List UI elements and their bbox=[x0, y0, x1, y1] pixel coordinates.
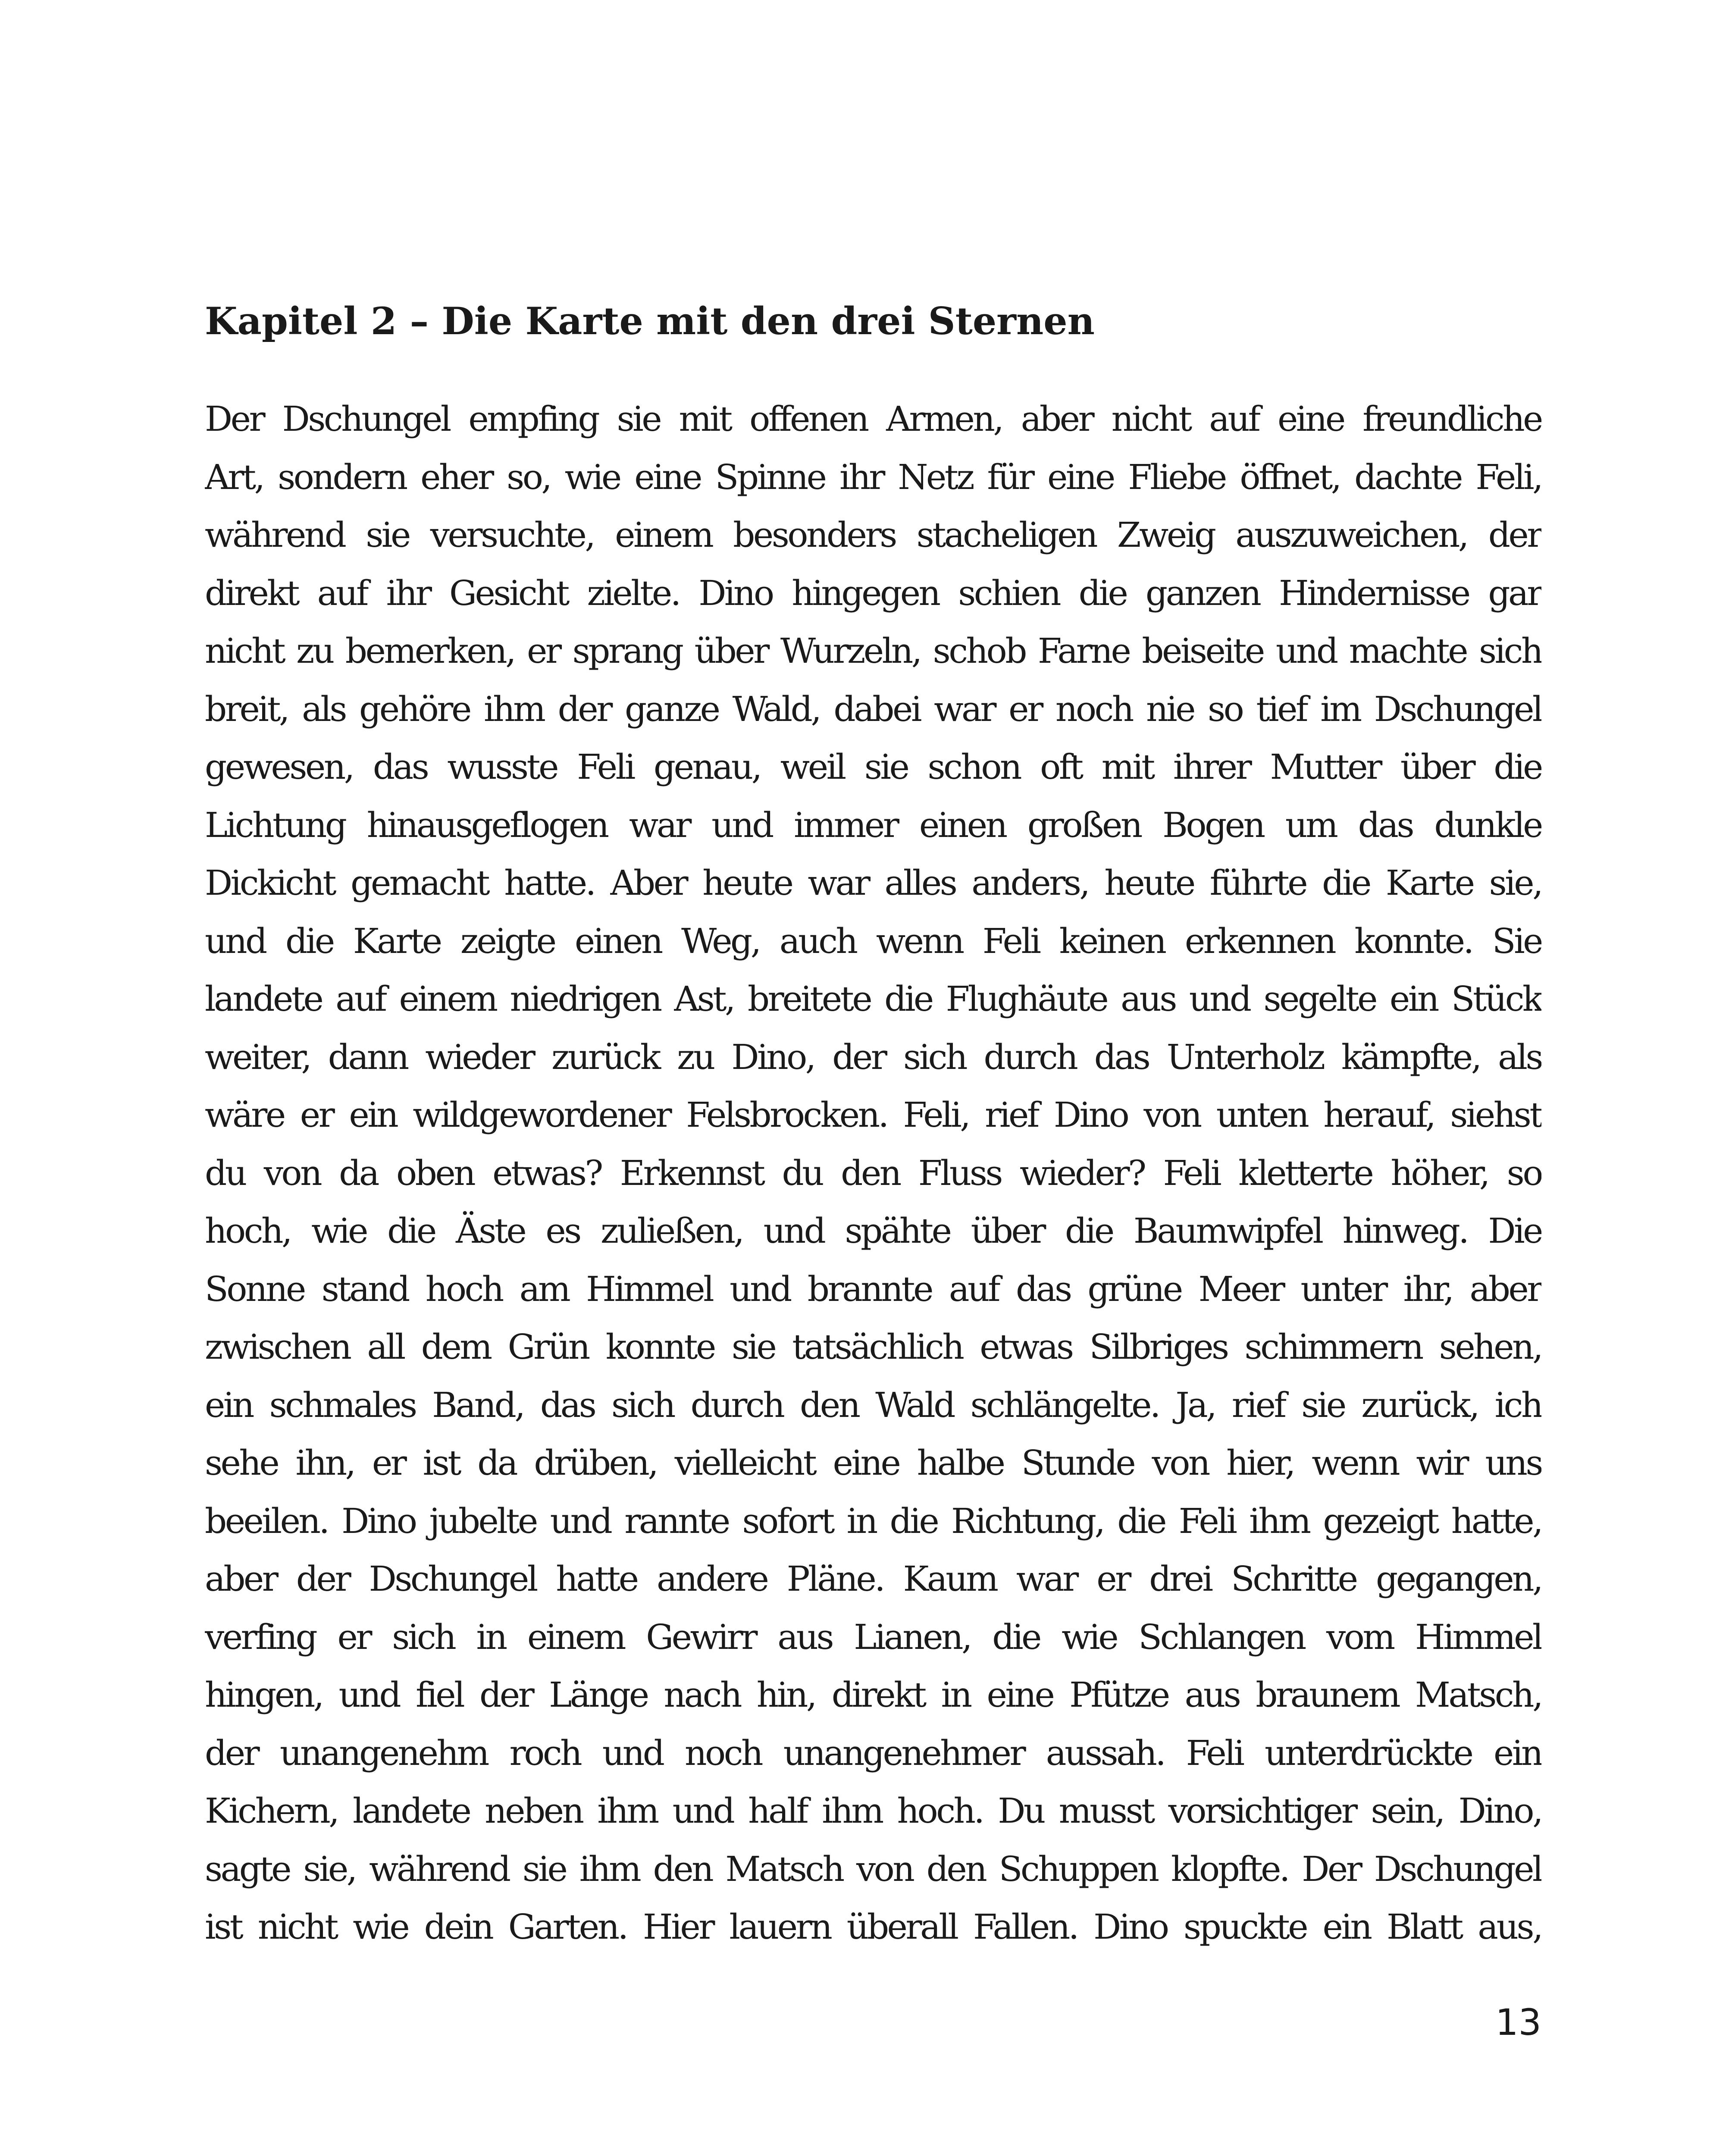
text-line: direkt auf ihr Gesicht zielte. Dino hingegen schien die ganzen Hindernisse gar bbox=[205, 573, 1541, 613]
text-line: aber der Dschungel hatte andere Pläne. Kaum war er drei Schritte gegangen, bbox=[205, 1559, 1541, 1599]
text-line: verfing er sich in einem Gewirr aus Lianen, die wie Schlangen vom Himmel bbox=[205, 1617, 1541, 1657]
text-line: sehe ihn, er ist da drüben, vielleicht eine halbe Stunde von hier, wenn wir uns bbox=[205, 1443, 1541, 1483]
text-line: Sonne stand hoch am Himmel und brannte auf das grüne Meer unter ihr, aber bbox=[205, 1269, 1541, 1309]
text-line: beeilen. Dino jubelte und rannte sofort in die Richtung, die Feli ihm gezeigt hatte, bbox=[205, 1501, 1541, 1541]
text-line: du von da oben etwas? Erkennst du den Fluss wieder? Feli kletterte höher, so bbox=[205, 1153, 1541, 1193]
text-line: nicht zu bemerken, er sprang über Wurzeln, schob Farne beiseite und machte sich bbox=[205, 631, 1541, 671]
chapter-title: Kapitel 2 – Die Karte mit den drei Sternen bbox=[205, 299, 1095, 343]
text-line: Lichtung hinausgeflogen war und immer einen großen Bogen um das dunkle bbox=[205, 805, 1541, 845]
text-line: landete auf einem niedrigen Ast, breitete die Flughäute aus und segelte ein Stück bbox=[205, 979, 1541, 1019]
text-line: sagte sie, während sie ihm den Matsch von den Schuppen klopfte. Der Dschungel bbox=[205, 1849, 1541, 1889]
text-line: zwischen all dem Grün konnte sie tatsächlich etwas Silbriges schimmern sehen, bbox=[205, 1327, 1541, 1367]
text-line: hingen, und fiel der Länge nach hin, direkt in eine Pfütze aus braunem Matsch, bbox=[205, 1675, 1541, 1715]
text-line: der unangenehm roch und noch unangenehmer aussah. Feli unterdrückte ein bbox=[205, 1733, 1541, 1773]
text-line: ist nicht wie dein Garten. Hier lauern überall Fallen. Dino spuckte ein Blatt aus, bbox=[205, 1907, 1541, 1947]
text-line: gewesen, das wusste Feli genau, weil sie schon oft mit ihrer Mutter über die bbox=[205, 747, 1541, 787]
text-line: Der Dschungel empfing sie mit offenen Armen, aber nicht auf eine freundliche bbox=[205, 399, 1541, 439]
text-line: ein schmales Band, das sich durch den Wald schlängelte. Ja, rief sie zurück, ich bbox=[205, 1385, 1541, 1425]
text-line: während sie versuchte, einem besonders stacheligen Zweig auszuweichen, der bbox=[205, 515, 1541, 555]
text-line: breit, als gehöre ihm der ganze Wald, dabei war er noch nie so tief im Dschungel bbox=[205, 689, 1541, 729]
text-line: hoch, wie die Äste es zuließen, und spähte über die Baumwipfel hinweg. Die bbox=[205, 1211, 1541, 1251]
text-line: wäre er ein wildgewordener Felsbrocken. Feli, rief Dino von unten herauf, siehst bbox=[205, 1095, 1541, 1135]
text-line: weiter, dann wieder zurück zu Dino, der sich durch das Unterholz kämpfte, als bbox=[205, 1037, 1541, 1077]
text-line: Kichern, landete neben ihm und half ihm hoch. Du musst vorsichtiger sein, Dino, bbox=[205, 1791, 1541, 1831]
body-paragraph bbox=[205, 390, 1541, 1956]
text-line: Dickicht gemacht hatte. Aber heute war alles anders, heute führte die Karte sie, bbox=[205, 863, 1541, 903]
text-line: Art, sondern eher so, wie eine Spinne ihr Netz für eine Fliebe öffnet, dachte Feli, bbox=[205, 457, 1541, 497]
page-number: 13 bbox=[1495, 2001, 1541, 2043]
text-line: und die Karte zeigte einen Weg, auch wenn Feli keinen erkennen konnte. Sie bbox=[205, 921, 1541, 961]
